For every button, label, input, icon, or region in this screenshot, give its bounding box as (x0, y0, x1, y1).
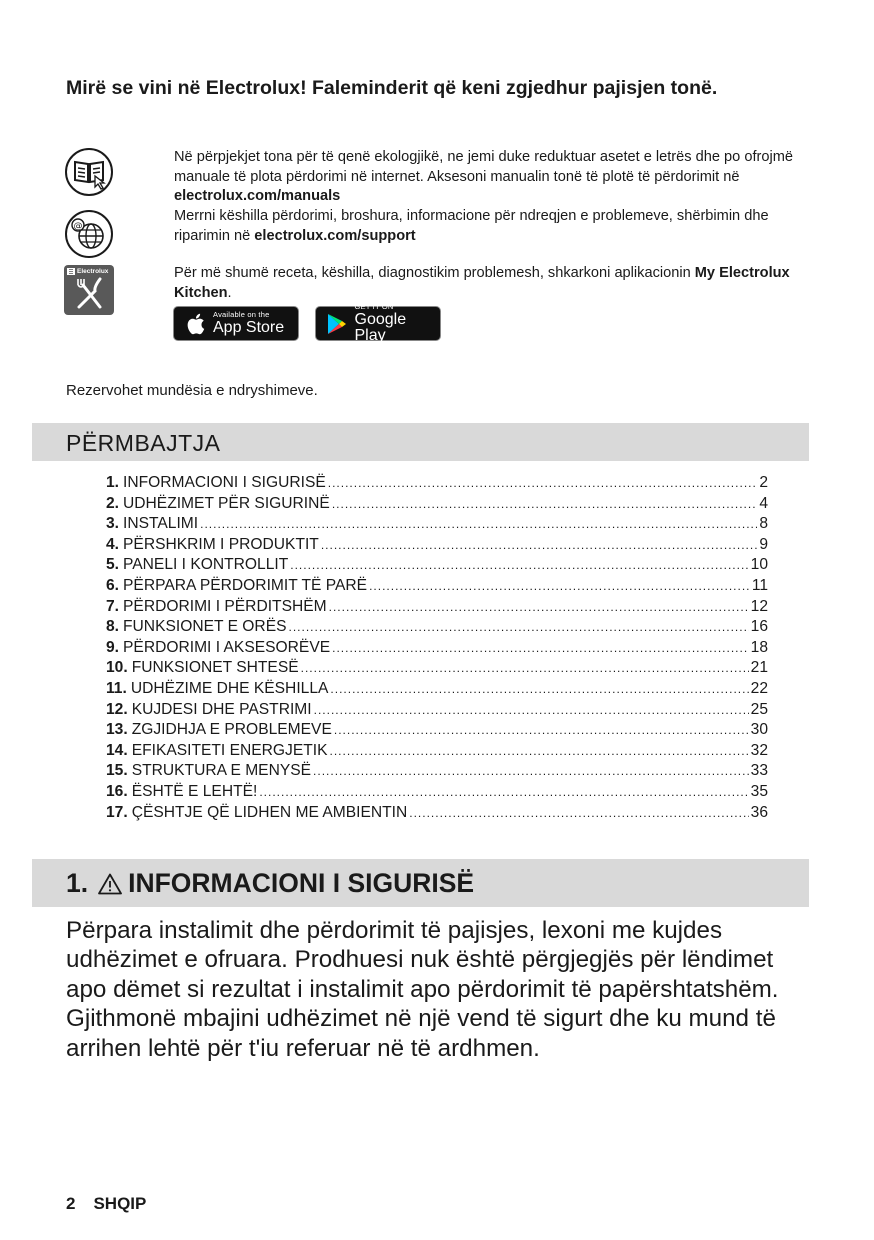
toc-leader-dots (321, 538, 757, 552)
toc-item[interactable] (106, 639, 768, 660)
toc-leader-dots (200, 517, 757, 531)
toc-item-page: 25 (750, 700, 768, 718)
toc-item-page: 22 (750, 679, 768, 697)
manual-book-icon (64, 147, 114, 197)
toc-leader-dots (328, 476, 758, 490)
electrolux-kitchen-app-icon (64, 265, 114, 315)
toc-item[interactable] (106, 495, 768, 516)
toc-item[interactable] (106, 680, 768, 701)
toc-item-label: INFORMACIONI I SIGURISË (123, 474, 326, 491)
toc-item-page: 10 (750, 556, 768, 574)
support-link[interactable]: electrolux.com/support (254, 227, 416, 244)
toc-item[interactable] (106, 598, 768, 619)
toc-leader-dots (369, 579, 750, 593)
toc-item[interactable] (106, 556, 768, 577)
section-title: INFORMACIONI I SIGURISË (128, 868, 475, 898)
toc-item-number: 6. (106, 576, 120, 594)
toc-item-page: 21 (750, 659, 768, 677)
toc-item-page: 12 (750, 597, 768, 615)
toc-leader-dots (313, 764, 749, 778)
toc-leader-dots (329, 600, 749, 614)
reserved-notice: Rezervohet mundësia e ndryshimeve. (66, 382, 318, 399)
toc-item-number: 10. (106, 659, 128, 677)
toc-item-number: 2. (106, 494, 120, 512)
toc-item-number: 1. (106, 474, 120, 491)
welcome-heading: Mirë se vini në Electrolux! Faleminderit që keni zgjedhur pajisjen tonë. (66, 77, 718, 99)
app-text: Për më shumë receta, këshilla, diagnostikim problemesh, shkarkoni aplikacionin (174, 265, 695, 281)
manuals-paragraph (174, 148, 814, 207)
support-text: Merrni këshilla përdorimi, broshura, informacione për ndreqjen e problemeve, shërbimin dhe riparimin në (174, 208, 769, 244)
toc-item-number: 5. (106, 556, 120, 574)
app-period: . (227, 284, 232, 301)
language-label: SHQIP (93, 1194, 147, 1213)
toc-item[interactable] (106, 721, 768, 742)
toc-item[interactable] (106, 618, 768, 639)
googleplay-big-text: Google Play (354, 310, 407, 344)
toc-item[interactable] (106, 701, 768, 722)
toc-item-number: 12. (106, 700, 128, 718)
toc-leader-dots (330, 682, 748, 696)
warning-triangle-icon (98, 873, 122, 895)
appstore-big-text: App Store (213, 318, 285, 336)
toc-leader-dots (314, 703, 749, 717)
toc-item-page: 33 (750, 762, 768, 780)
svg-text:@: @ (73, 221, 83, 232)
app-store-button[interactable] (173, 306, 299, 341)
brand-label: Electrolux (77, 268, 109, 275)
toc-item-page: 9 (759, 535, 768, 553)
globe-support-icon (64, 209, 114, 259)
toc-leader-dots (290, 558, 748, 572)
toc-item-label: UDHËZIME DHE KËSHILLA (130, 679, 329, 697)
toc-item-label: FUNKSIONET SHTESË (131, 659, 299, 677)
toc-item-number: 9. (106, 638, 120, 656)
app-name: My Electrolux Kitchen (174, 265, 790, 301)
toc-item-number: 3. (106, 515, 120, 533)
toc-item-page: 11 (751, 576, 768, 594)
toc-item-label: EFIKASITETI ENERGJETIK (131, 741, 328, 759)
toc-item[interactable] (106, 742, 768, 763)
googleplay-small-text: GET IT ON (354, 302, 394, 312)
toc-item[interactable] (106, 783, 768, 804)
toc-item-label: FUNKSIONET E ORËS (123, 618, 287, 636)
toc-item-number: 16. (106, 782, 128, 800)
toc-item-page: 18 (750, 638, 768, 656)
toc-item-number: 17. (106, 803, 128, 821)
toc-item[interactable] (106, 515, 768, 536)
toc-item-label: KUJDESI DHE PASTRIMI (131, 700, 312, 718)
toc-item-number: 15. (106, 762, 128, 780)
toc-item-number: 14. (106, 741, 128, 759)
toc-item-label: PËRDORIMI I PËRDITSHËM (123, 597, 327, 615)
section-1-heading (66, 868, 474, 899)
table-of-contents (106, 474, 768, 824)
toc-leader-dots (409, 806, 748, 820)
page-footer (66, 1194, 146, 1214)
toc-item-label: STRUKTURA E MENYSË (131, 762, 312, 780)
toc-item-label: PËRSHKRIM I PRODUKTIT (123, 535, 319, 553)
section-1-body: Përpara instalimit dhe përdorimit të pajisjes, lexoni me kujdes udhëzimet e ofruara. Prodhuesi nuk është përgjegjës për lëndimet apo dëmet si rezultat i instalimit apo përdorimit të papërshtatshëm. Gjithmonë mbajini udhëzimet në një vend të sigurt dhe ku mund të arrihen lehtë për t'iu referuar në të ardhmen. (66, 917, 779, 1062)
toc-item-page: 36 (750, 803, 768, 821)
toc-item-label: PËRPARA PËRDORIMIT TË PARË (123, 576, 368, 594)
app-paragraph (174, 264, 814, 303)
toc-item-page: 2 (759, 474, 768, 491)
manuals-text: Në përpjekjet tona për të qenë ekologjikë, ne jemi duke reduktuar asetet e letrës dhe po ofrojmë manuale të plota përdorimi në internet. Aksesoni manualin tonë të plotë të përdorimit në (174, 149, 793, 185)
toc-item[interactable] (106, 762, 768, 783)
apple-icon (182, 312, 208, 336)
toc-leader-dots (259, 785, 748, 799)
toc-leader-dots (301, 661, 749, 675)
toc-item-number: 7. (106, 597, 120, 615)
toc-item[interactable] (106, 474, 768, 495)
toc-item-number: 4. (106, 535, 120, 553)
toc-title: PËRMBAJTJA (66, 430, 221, 456)
toc-item[interactable] (106, 804, 768, 825)
toc-item-label: ZGJIDHJA E PROBLEMEVE (131, 721, 332, 739)
toc-item-page: 16 (750, 618, 768, 636)
toc-item-page: 4 (759, 494, 768, 512)
toc-item-page: 32 (750, 741, 768, 759)
toc-item-page: 30 (750, 721, 768, 739)
toc-leader-dots (334, 723, 749, 737)
toc-leader-dots (332, 641, 749, 655)
appstore-small-text: Available on the (213, 310, 270, 320)
toc-item[interactable] (106, 536, 768, 557)
toc-item-label: ÇËSHTJE QË LIDHEN ME AMBIENTIN (131, 803, 408, 821)
toc-leader-dots (330, 744, 749, 758)
google-play-button[interactable] (315, 302, 441, 344)
page-number: 2 (66, 1194, 76, 1213)
support-paragraph (174, 207, 814, 246)
section-number: 1. (66, 868, 89, 898)
toc-item-label: PANELI I KONTROLLIT (123, 556, 289, 574)
toc-item[interactable] (106, 659, 768, 680)
toc-item-label: INSTALIMI (123, 515, 199, 533)
manuals-link[interactable]: electrolux.com/manuals (174, 188, 341, 204)
toc-item-page: 35 (750, 782, 768, 800)
toc-item-number: 11. (106, 679, 127, 697)
toc-item-number: 8. (106, 618, 120, 636)
toc-item[interactable] (106, 577, 768, 598)
toc-leader-dots (332, 497, 758, 511)
toc-item-label: UDHËZIMET PËR SIGURINË (123, 494, 330, 512)
toc-item-number: 13. (106, 721, 128, 739)
google-play-icon (324, 313, 350, 335)
toc-leader-dots (289, 620, 749, 634)
toc-item-label: PËRDORIMI I AKSESORËVE (123, 638, 331, 656)
toc-item-page: 8 (759, 515, 768, 533)
toc-item-label: ËSHTË E LEHTË! (131, 782, 258, 800)
